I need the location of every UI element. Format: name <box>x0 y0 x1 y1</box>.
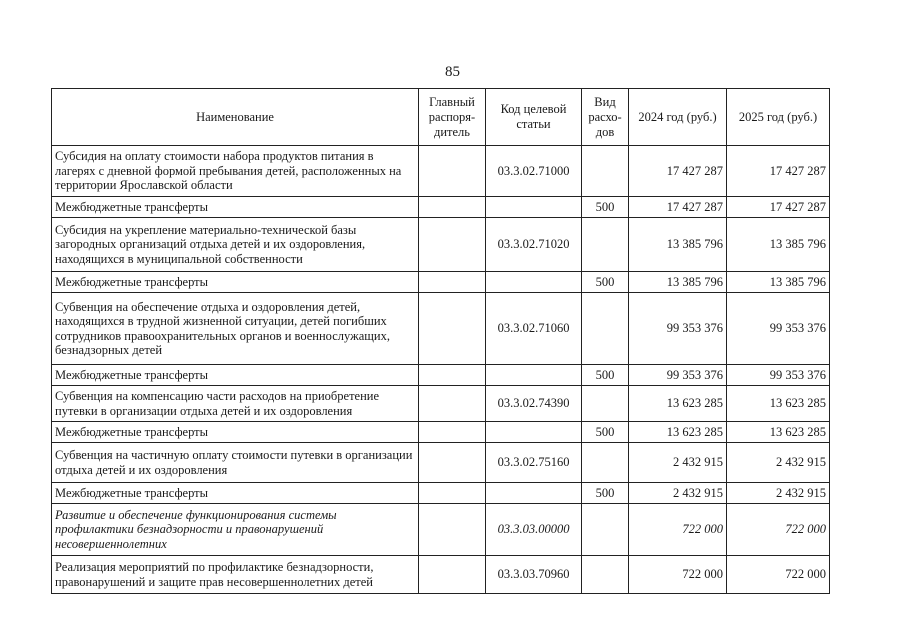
table-row <box>52 483 830 504</box>
table-row <box>52 504 830 556</box>
header-expense-type: Вид расхо-дов <box>582 89 629 146</box>
cell-manager <box>419 272 486 293</box>
header-manager: Главный распоря-дитель <box>419 89 486 146</box>
header-code: Код целевой статьи <box>486 89 582 146</box>
cell-code: 03.3.02.74390 <box>486 386 582 422</box>
cell-manager <box>419 556 486 594</box>
cell-name: Межбюджетные трансферты <box>52 272 419 293</box>
cell-code: 03.3.03.00000 <box>486 504 582 556</box>
cell-2025: 99 353 376 <box>727 293 830 365</box>
cell-name: Субвенция на частичную оплату стоимости путевки в организации отдыха детей и их оздоровления <box>52 443 419 483</box>
cell-code: 03.3.03.70960 <box>486 556 582 594</box>
cell-2025: 17 427 287 <box>727 197 830 218</box>
cell-manager <box>419 365 486 386</box>
cell-expense-type <box>582 218 629 272</box>
cell-code: 03.3.02.71020 <box>486 218 582 272</box>
cell-code: 03.3.02.75160 <box>486 443 582 483</box>
cell-manager <box>419 293 486 365</box>
cell-2024: 99 353 376 <box>629 365 727 386</box>
table-row <box>52 422 830 443</box>
header-name: Наименование <box>52 89 419 146</box>
cell-expense-type: 500 <box>582 365 629 386</box>
cell-code <box>486 483 582 504</box>
page-number: 85 <box>445 64 460 80</box>
cell-2024: 13 385 796 <box>629 218 727 272</box>
table-row <box>52 556 830 594</box>
cell-code: 03.3.02.71000 <box>486 146 582 197</box>
cell-2024: 17 427 287 <box>629 146 727 197</box>
cell-expense-type <box>582 556 629 594</box>
cell-code <box>486 197 582 218</box>
cell-expense-type <box>582 504 629 556</box>
cell-expense-type <box>582 386 629 422</box>
cell-name: Межбюджетные трансферты <box>52 422 419 443</box>
cell-code: 03.3.02.71060 <box>486 293 582 365</box>
table-row <box>52 197 830 218</box>
cell-2024: 722 000 <box>629 556 727 594</box>
cell-manager <box>419 422 486 443</box>
table-row <box>52 443 830 483</box>
table-row <box>52 293 830 365</box>
cell-2024: 99 353 376 <box>629 293 727 365</box>
cell-2024: 2 432 915 <box>629 483 727 504</box>
cell-2024: 13 623 285 <box>629 422 727 443</box>
budget-table <box>51 88 830 594</box>
cell-manager <box>419 197 486 218</box>
cell-code <box>486 422 582 443</box>
table-body <box>52 146 830 594</box>
cell-manager <box>419 483 486 504</box>
cell-expense-type <box>582 443 629 483</box>
cell-name: Межбюджетные трансферты <box>52 197 419 218</box>
cell-expense-type <box>582 146 629 197</box>
cell-2025: 2 432 915 <box>727 443 830 483</box>
cell-expense-type: 500 <box>582 422 629 443</box>
cell-expense-type: 500 <box>582 483 629 504</box>
cell-name: Субсидия на оплату стоимости набора продуктов питания в лагерях с дневной формой пребывания детей, расположенных на территории Ярославской области <box>52 146 419 197</box>
cell-manager <box>419 443 486 483</box>
table-row <box>52 146 830 197</box>
cell-2025: 13 623 285 <box>727 386 830 422</box>
cell-expense-type: 500 <box>582 272 629 293</box>
cell-2025: 13 385 796 <box>727 218 830 272</box>
cell-2025: 13 385 796 <box>727 272 830 293</box>
cell-name: Развитие и обеспечение функционирования системы профилактики безнадзорности и правонарушений несовершеннолетних <box>52 504 419 556</box>
table-row <box>52 365 830 386</box>
cell-manager <box>419 504 486 556</box>
cell-name: Межбюджетные трансферты <box>52 483 419 504</box>
cell-2025: 17 427 287 <box>727 146 830 197</box>
cell-expense-type <box>582 293 629 365</box>
cell-2025: 2 432 915 <box>727 483 830 504</box>
cell-name: Субвенция на компенсацию части расходов на приобретение путевки в организации отдыха детей и их оздоровления <box>52 386 419 422</box>
cell-expense-type: 500 <box>582 197 629 218</box>
cell-2025: 722 000 <box>727 504 830 556</box>
table-row <box>52 218 830 272</box>
cell-name: Межбюджетные трансферты <box>52 365 419 386</box>
cell-manager <box>419 386 486 422</box>
cell-code <box>486 272 582 293</box>
table-row <box>52 272 830 293</box>
cell-2025: 722 000 <box>727 556 830 594</box>
table-header-row <box>52 89 830 146</box>
cell-manager <box>419 146 486 197</box>
header-year-2025: 2025 год (руб.) <box>727 89 830 146</box>
cell-2024: 13 623 285 <box>629 386 727 422</box>
cell-2024: 13 385 796 <box>629 272 727 293</box>
table-row <box>52 386 830 422</box>
cell-name: Реализация мероприятий по профилактике безнадзорности, правонарушений и защите прав несовершеннолетних детей <box>52 556 419 594</box>
cell-name: Субвенция на обеспечение отдыха и оздоровления детей, находящихся в трудной жизненной ситуации, детей погибших сотрудников правоохранительных органов и военнослужащих, безнадзорных детей <box>52 293 419 365</box>
cell-2025: 13 623 285 <box>727 422 830 443</box>
cell-manager <box>419 218 486 272</box>
cell-name: Субсидия на укрепление материально-технической базы загородных организаций отдыха детей и их оздоровления, находящихся в муниципальной собственности <box>52 218 419 272</box>
cell-2025: 99 353 376 <box>727 365 830 386</box>
header-year-2024: 2024 год (руб.) <box>629 89 727 146</box>
cell-2024: 2 432 915 <box>629 443 727 483</box>
cell-2024: 17 427 287 <box>629 197 727 218</box>
cell-code <box>486 365 582 386</box>
cell-2024: 722 000 <box>629 504 727 556</box>
